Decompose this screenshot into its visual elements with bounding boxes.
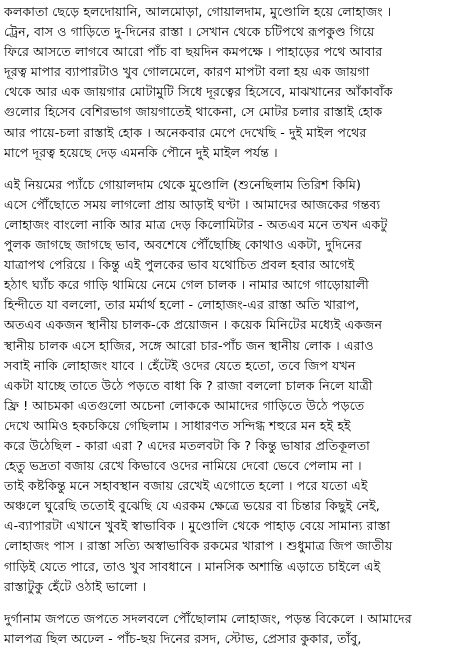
text-line: করে উঠেছিল - কারা এরা ? এদের মতলবটা কি ? কিন্তু ভাষার প্রতিকূলতা xyxy=(4,437,370,453)
text-line: আর পায়ে-চলা রাস্তাই হোক । অনেকবার মেপে দেখেছি - দুই মাইল পথের xyxy=(4,124,367,140)
text-line: অঞ্চলে ঘুরেছি ততোই বুঝেছি যে এরকম ক্ষেত্রে ভয়ের বা চিন্তার কিছুই নেই, xyxy=(4,498,380,514)
text-line: লোহাজং বাংলো নাকি আর মাত্র দেড় কিলোমিটার - অতএব মনে তখন একটু xyxy=(4,216,388,232)
text-line: দুর্গানাম জপতে জপতে সদলবলে পৌঁছোলাম লোহাজং, পড়ন্ত বিকেলে । আমাদের xyxy=(4,610,412,626)
text-line: এই নিয়মের প্যাঁচে গোয়ালদাম থেকে মুণ্ডোলি (শুনেছিলাম তিরিশ কিমি) xyxy=(4,176,361,192)
text-line: মালপত্র ছিল অঢেল - পাঁচ-ছয় দিনের রসদ, স্টোভ, প্রেসার কুকার, তাঁবু, xyxy=(4,630,362,646)
text-line: যাত্রাপথ পেরিয়ে । কিন্তু এই পুলকের ভাব যথোচিত প্রবল হবার আগেই xyxy=(4,257,355,273)
text-line: স্থানীয় চালক এসে হাজির, সঙ্গে আরো চার-পাঁচ জন স্থানীয় লোক । এরাও xyxy=(4,337,374,353)
text-line: হেতু ভদ্রতা বজায় রেখে কিভাবে ওদের নামিয়ে দেবো ভেবে পেলাম না । xyxy=(4,458,362,474)
text-line: একটা যাচ্ছে তাতে উঠে পড়তে বাধা কি ? রাজা বললো চালক নিলে যাত্রী xyxy=(4,377,373,393)
paragraph-3 xyxy=(4,609,452,649)
text-line: হঠাৎ ঘ্যাঁচ করে গাড়ি থামিয়ে নেমে গেল চালক । নামার আগে গাড়োয়ালী xyxy=(4,277,369,293)
text-line: গাড়িই যেতে পারে, তাও খুব সাবধানে । মানসিক অশান্তি এড়াতে চাইলে এই xyxy=(4,558,381,574)
text-line: ফ্রি ! আচমকা এতগুলো অচেনা লোককে আমাদের গাড়িতে উঠে পড়তে xyxy=(4,397,365,413)
text-line: এ-ব্যাপারটা এখানে খুবই স্বাভাবিক । মুণ্ডোলি থেকে পাহাড় বেয়ে সামান্য রাস্তা xyxy=(4,518,391,534)
text-line: মাপে দূরত্ব হয়েছে দেড় এমনকি পৌনে দুই মাইল পর্যন্ত । xyxy=(4,144,278,160)
paragraph-gap xyxy=(4,163,452,175)
text-line: তাই কষ্টকিন্তু মনে সহাবস্থান বজায় রেখেই এগোতে হলো । পরে যতো এই xyxy=(4,478,368,494)
paragraph-gap xyxy=(4,597,452,609)
text-line: গুলোর হিসেব বেশিরভাগ জায়গাতেই থাকেনা, সে মোটর চলার রাস্তাই হোক xyxy=(4,104,383,120)
text-line: এসে পৌঁছোতে সময় লাগলো প্রায় আড়াই ঘণ্টা । আমাদের আজকের গন্তব্য xyxy=(4,196,381,212)
paragraph-2 xyxy=(4,175,452,597)
text-line: অতএব একজন স্থানীয় চালক-কে প্রয়োজন । কয়েক মিনিটের মধ্যেই একজন xyxy=(4,317,383,333)
text-line: কলকাতা ছেড়ে হলদোয়ানি, আলমোড়া, গোয়ালদাম, মুণ্ডোলি হয়ে লোহাজং । xyxy=(4,4,392,19)
text-line: থেকে আর এক জায়গার মোটামুটি সিধে দূরত্বের হিসেবে, মাঝখানের আঁকাবাঁক xyxy=(4,84,393,100)
text-line: লোহাজং পাস । রাস্তা সত্যি অস্বাভাবিক রকমের খারাপ । শুধুমাত্র জিপ জাতীয় xyxy=(4,538,393,554)
text-line: পুলক জাগছে জাগছে ভাব, অবশেষে পৌঁছোচ্ছি কোথাও একটা, দুদিনের xyxy=(4,237,362,253)
text-line: রাস্তাটুকু হেঁটে ওঠাই ভালো । xyxy=(4,578,147,594)
text-line: ফিরে আসতে লাগবে আরো পাঁচ বা ছয়দিন কমপক্ষে । পাহাড়ের পথে আবার xyxy=(4,44,383,60)
paragraph-1 xyxy=(4,2,452,163)
text-line: দূরত্ব মাপার ব্যাপারটাও খুব গোলমেলে, কারণ মাপটা বলা হয় এক জায়গা xyxy=(4,64,370,80)
text-line: ট্রেন, বাস ও গাড়িতে দু-দিনের রাস্তা । সেখান থেকে চটিপথে রূপকুণ্ড গিয়ে xyxy=(4,24,375,40)
text-line: সবাই নাকি লোহাজং যাবে । হেঁটেই ওদের যেতে হতো, তবে জিপ যখন xyxy=(4,357,356,373)
text-line: হিন্দীতে যা বললো, তার মর্মার্থ হলো - লোহাজং-এর রাস্তা অতি খারাপ, xyxy=(4,297,360,313)
text-line: দেখে আমিও হকচকিয়ে গেছিলাম । সাধারণত সন্দিগ্ধ শহুরে মন হই হই xyxy=(4,417,351,433)
